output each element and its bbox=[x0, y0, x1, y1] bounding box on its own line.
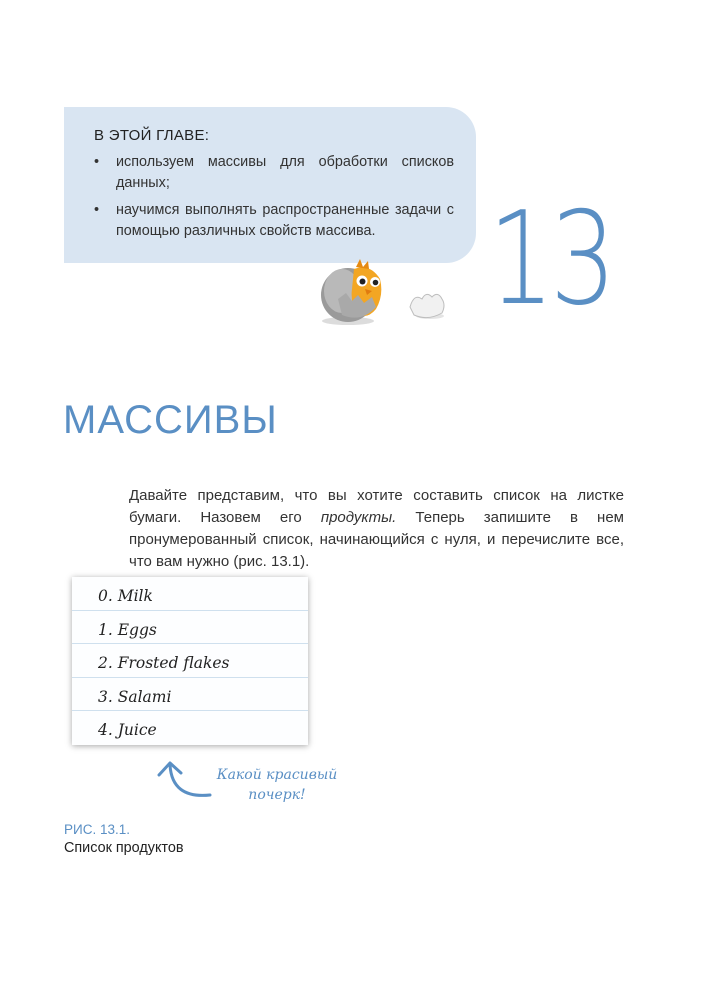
chapter-title: МАССИВЫ bbox=[63, 398, 278, 442]
chapter-number: 13 bbox=[488, 185, 612, 334]
shopping-list-item: 1. Eggs bbox=[72, 611, 308, 645]
figure-label: РИС. 13.1. bbox=[64, 822, 130, 837]
intro-paragraph bbox=[129, 485, 624, 573]
chick-in-egg-icon bbox=[318, 255, 448, 325]
chapter-goal-item: • научимся выполнять распространенные задачи с помощью различных свойств массива. bbox=[94, 200, 454, 242]
chapter-goals-box bbox=[64, 107, 476, 263]
shopping-list-item: 4. Juice bbox=[98, 721, 157, 739]
curved-arrow-icon bbox=[150, 755, 212, 801]
figure-caption: Список продуктов bbox=[64, 840, 184, 856]
intro-text: Давайте представим, что вы хотите составить список на листке бумаги. Назовем его bbox=[129, 487, 624, 526]
shopping-list-card bbox=[72, 577, 308, 745]
handwriting-note: Какой красивый почерк! bbox=[216, 767, 338, 803]
intro-emphasis: продукты. bbox=[320, 509, 397, 526]
shopping-list-item: 0. Milk bbox=[72, 577, 308, 611]
chapter-goals-heading: В ЭТОЙ ГЛАВЕ: bbox=[94, 127, 210, 144]
chapter-goals-list bbox=[94, 152, 454, 242]
chapter-goal-item: • используем массивы для обработки списков данных; bbox=[94, 152, 454, 194]
shopping-list-item: 2. Frosted flakes bbox=[72, 644, 308, 678]
intro-text-continued: Теперь запишите в нем пронумерованный список, начинающийся с нуля, и перечислите все, что вам нужно (рис. 13.1). bbox=[129, 509, 624, 570]
shopping-list-item: 3. Salami bbox=[72, 678, 308, 712]
shopping-list bbox=[72, 577, 308, 745]
